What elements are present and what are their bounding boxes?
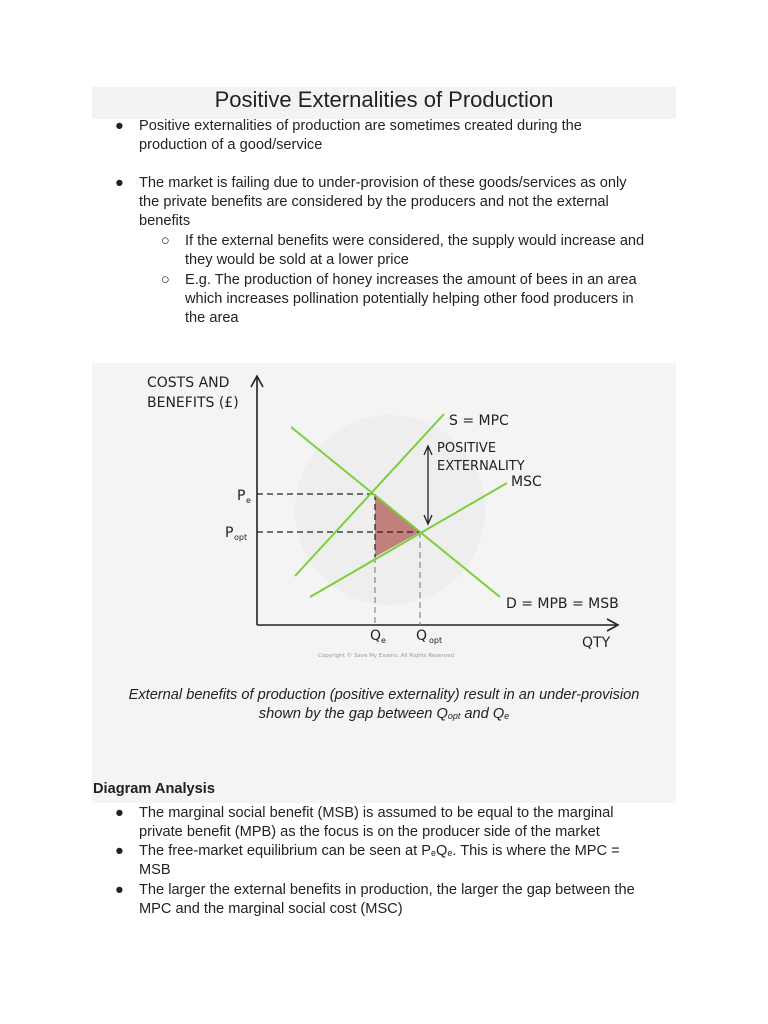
sub-bullet-marker: ○ xyxy=(161,272,170,288)
qe-label-subscript: e xyxy=(381,636,386,645)
analysis-bullet-3-line-2: MPC and the marginal social cost (MSC) xyxy=(139,901,403,917)
analysis-bullet-2-text-a: The free-market equilibrium can be seen at P xyxy=(139,843,432,859)
analysis-bullet-3-line-1: The larger the external benefits in production, the larger the gap between the xyxy=(139,882,635,898)
x-axis-label: QTY xyxy=(582,635,611,651)
caption-line-2-text-b: and Q xyxy=(460,706,505,723)
externality-label-line-1: POSITIVE xyxy=(437,441,497,456)
externality-label-line-2: EXTERNALITY xyxy=(437,459,525,474)
bullet-marker: ● xyxy=(115,118,124,134)
bullet-marker: ● xyxy=(115,843,124,859)
caption-line-1: External benefits of production (positive externality) result in an under-provision xyxy=(128,687,640,703)
intro-bullet-2-line-1: The market is failing due to under-provision of these goods/services as only xyxy=(139,175,627,191)
copyright-text: Copyright © Save My Exams. All Rights Reserved xyxy=(318,653,454,659)
page-title: Positive Externalities of Production xyxy=(214,87,554,112)
bullet-marker: ● xyxy=(115,805,124,821)
sub-bullet-2-line-2: which increases pollination potentially helping other food producers in xyxy=(185,291,634,307)
caption-line-2 xyxy=(92,705,676,726)
sub-bullet-2-line-1: E.g. The production of honey increases the amount of bees in an area xyxy=(185,272,637,288)
caption-subscript-opt: opt xyxy=(447,711,461,722)
analysis-heading: Diagram Analysis xyxy=(93,781,215,797)
analysis-bullet-1-line-1: The marginal social benefit (MSB) is assumed to be equal to the marginal xyxy=(139,805,614,821)
bullet-marker: ● xyxy=(115,175,124,191)
caption-line-2-text-a: shown by the gap between Q xyxy=(258,706,448,723)
intro-bullet-2-line-3: benefits xyxy=(139,213,191,229)
qopt-label: Q xyxy=(416,628,428,644)
msc-label: MSC xyxy=(511,474,542,490)
qopt-label-subscript: opt xyxy=(429,636,443,645)
popt-label-subscript: opt xyxy=(234,533,248,542)
sub-bullet-2-line-3: the area xyxy=(185,310,239,326)
pe-label-subscript: e xyxy=(246,496,251,505)
y-axis-label-line-2: BENEFITS (£) xyxy=(147,395,239,411)
bullet-marker: ● xyxy=(115,882,124,898)
subscript-e: e xyxy=(431,848,437,858)
subscript-e: e xyxy=(447,848,453,858)
caption-subscript-e: e xyxy=(504,711,510,722)
sub-bullet-marker: ○ xyxy=(161,233,170,249)
sub-bullet-1-line-2: they would be sold at a lower price xyxy=(185,252,409,268)
analysis-bullet-2-line-2: MSB xyxy=(139,862,171,878)
intro-bullet-2-line-2: the private benefits are considered by the producers and not the external xyxy=(139,194,609,210)
sub-bullet-1-line-1: If the external benefits were considered, the supply would increase and xyxy=(185,233,645,249)
diagram-caption xyxy=(92,686,676,727)
mpc-label: S = MPC xyxy=(449,413,509,429)
intro-bullet-1-line-2: production of a good/service xyxy=(139,137,323,153)
analysis-bullet-2-text-b: . This is where the MPC = xyxy=(452,843,620,859)
y-axis-label-line-1: COSTS AND xyxy=(147,375,230,391)
analysis-bullet-2-line-1 xyxy=(139,842,620,863)
qe-label: Q xyxy=(370,628,382,644)
popt-label: P xyxy=(225,525,234,541)
analysis-bullet-1-line-2: private benefit (MPB) as the focus is on the producer side of the market xyxy=(139,824,600,840)
analysis-bullet-2-text-q: Q xyxy=(436,843,448,859)
pe-label: P xyxy=(237,488,246,504)
demand-label: D = MPB = MSB xyxy=(506,596,619,612)
intro-bullet-1-line-1: Positive externalities of production are sometimes created during the xyxy=(139,118,582,134)
